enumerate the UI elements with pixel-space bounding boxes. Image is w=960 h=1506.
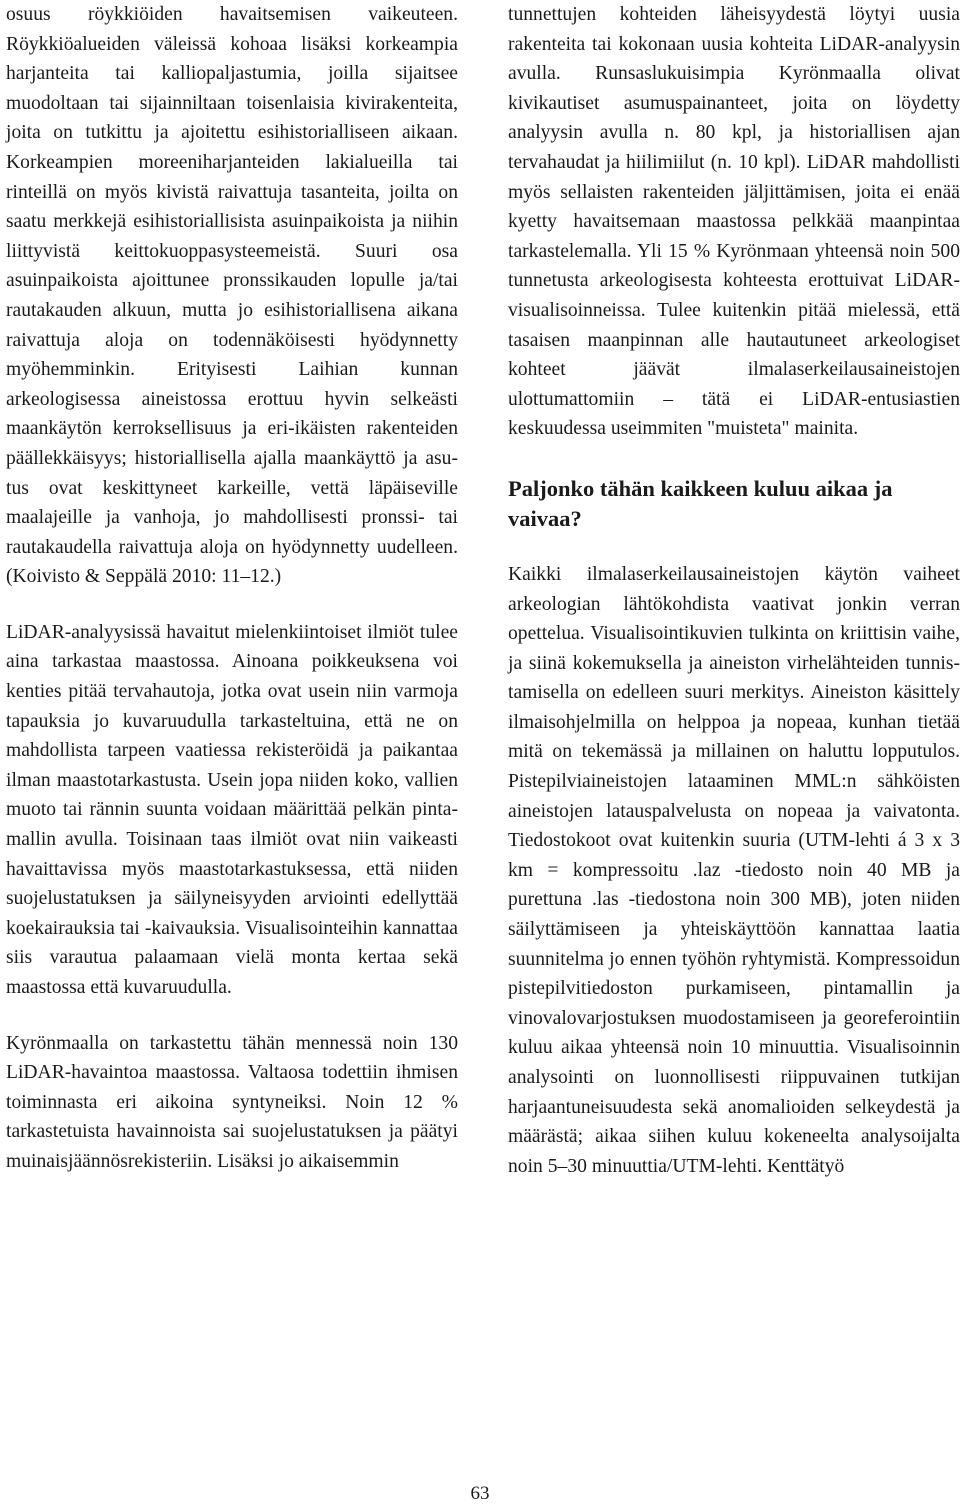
- page-number: 63: [470, 1483, 490, 1504]
- body-paragraph: tunnettujen kohteiden läheisyydestä löytyi uusia rakenteita tai kokonaan uusia kohteita LiDAR-analyysin avulla. Runsaslukuisimpia Kyrönmaalla olivat kivikautiset asumuspainanteet, joita on löydetty analyysin avulla n. 80 kpl, ja historiallisen ajan tervahaudat ja hiilimiilut (n. 10 kpl). LiDAR mahdollisti myös sellaisten rakenteiden jäljittämisen, joita ei enää kyetty havaitsemaan maastossa pelkkää maanpintaa tarkastelemalla. Yli 15 % Kyrönmaan yhteensä noin 500 tunnetusta arkeologisesta kohteesta erottuivat LiDAR-visualisoinneissa. Tulee kuitenkin pitää mielessä, että tasaisen maanpinnan alle hautautuneet arkeologiset kohteet jäävät ilmalaserkeilausaineistojen ulottumattomiin – tätä ei LiDAR-entusiastien keskuudessa useimmiten "muisteta" mainita.: [508, 4, 960, 440]
- left-column: [6, 0, 458, 1177]
- body-paragraph: Kaikki ilmalaserkeilausaineistojen käytön vaiheet arkeologian lähtökohdista vaativat jonkin verran opettelua. Visualisointikuvien tulkinta on kriittisin vaihe, ja siinä kokemuksella ja aineiston virhelähteiden tunnistamisella on edelleen suuri merkitys. Aineiston käsittely ilmaisohjelmilla on helppoa ja nopeaa, kunhan tietää mitä on tekemässä ja millainen on haluttu lopputulos. Pistepilviaineistojen lataaminen MML:n sähköisten aineistojen latauspalvelusta on nopeaa ja vaivatonta. Tiedostokoot ovat kuitenkin suuria (UTM-lehti á 3 x 3 km = kompressoitu .laz -tiedosto noin 40 MB ja purettuna .las -tiedostona noin 300 MB), joten niiden säilyttämiseen ja yhteiskäyttöön kannattaa laatia suunnitelma jo ennen työhön ryhtymistä. Kompressoidun pistepilvitiedoston purkamiseen, pintamallin ja vinovalovarjostuksen muodostamiseen ja georeferointiin kuluu aikaa yhteensä noin 10 minuuttia. Visualisoinnin analysointi on luonnollisesti riippuvainen tutkijan harjaantuneisuudesta sekä anomalioiden selkeydestä ja määrästä; aikaa siihen kuluu kokeneelta analysoijalta noin 5–30 minuuttia/UTM-lehti. Kenttätyö: [508, 563, 960, 1177]
- section-heading: Paljonko tähän kaikkeen kuluu aikaa ja vaivaa?: [508, 475, 893, 531]
- right-column: [508, 0, 960, 1181]
- body-paragraph: osuus röykkiöiden havaitsemisen vaikeuteen. Röykkiöalueiden väleissä kohoaa lisäksi korkeampia harjanteita tai kalliopaljastumia, joilla sijaitsee muodoltaan tai sijainniltaan toisenlaisia kivirakenteita, joita on tutkittu ja ajoitettu esihistorialliseen aikaan. Korkeampien moreeniharjanteiden lakialueilla tai rinteillä on myös kivistä raivattuja tasanteita, joilta on saatu merkkejä esihistoriallisista asuinpaikoista ja niihin liittyvistä keittokuoppasysteemeistä. Suuri osa asuinpaikoista ajoittunee pronssikauden lopulle ja/tai rautakauden alkuun, mutta jo esihistoriallisena aikana raivattuja aloja on todennäköisesti hyödynnetty myöhemminkin. Erityisesti Laihian kunnan arkeologisessa aineistossa erottuu hyvin selkeästi maankäytön kerroksellisuus ja eri-ikäisten rakenteiden päällekkäisyys; historiallisella ajalla maankäyttö ja asutus ovat keskittyneet karkeille, vettä läpäiseville maalajeille ja vanhoja, jo mahdollisesti pronssi- tai rautakaudella raivattuja aloja on hyödynnetty uudelleen. (Koivisto & Seppälä 2010: 11–12.): [6, 4, 458, 588]
- body-paragraph: LiDAR-analyysissä havaitut mielenkiintoiset ilmiöt tulee aina tarkastaa maastossa. Ainoana poikkeuksena voi kenties pitää tervahautoja, jotka ovat usein niin varmoja tapauksia jo kuvaruudulla tarkasteltuina, että ne on mahdollista tarpeen vaatiessa rekisteröidä ja paikantaa ilman maastotarkastusta. Usein jopa niiden koko, vallien muoto tai rännin suunta voidaan määrittää pelkän pintamallin avulla. Toisinaan taas ilmiöt ovat niin vaikeasti havaittavissa myös maastotarkastuksessa, että niiden suojelustatuksen ja säilyneisyyden arviointi edellyttää koekairauksia tai -kaivauksia. Visualisointeihin kannattaa siis varautua palaamaan vielä monta kertaa sekä maastossa että kuvaruudulla.: [6, 621, 458, 998]
- body-paragraph: Kyrönmaalla on tarkastettu tähän mennessä noin 130 LiDAR-havaintoa maastossa. Valtaosa todettiin ihmisen toiminnasta eri aikoina syntyneiksi. Noin 12 % tarkastetuista havainnoista sai suojelustatuksen ja päätyi muinaisjäännösrekisteriin. Lisäksi jo aikaisemmin: [6, 1032, 458, 1172]
